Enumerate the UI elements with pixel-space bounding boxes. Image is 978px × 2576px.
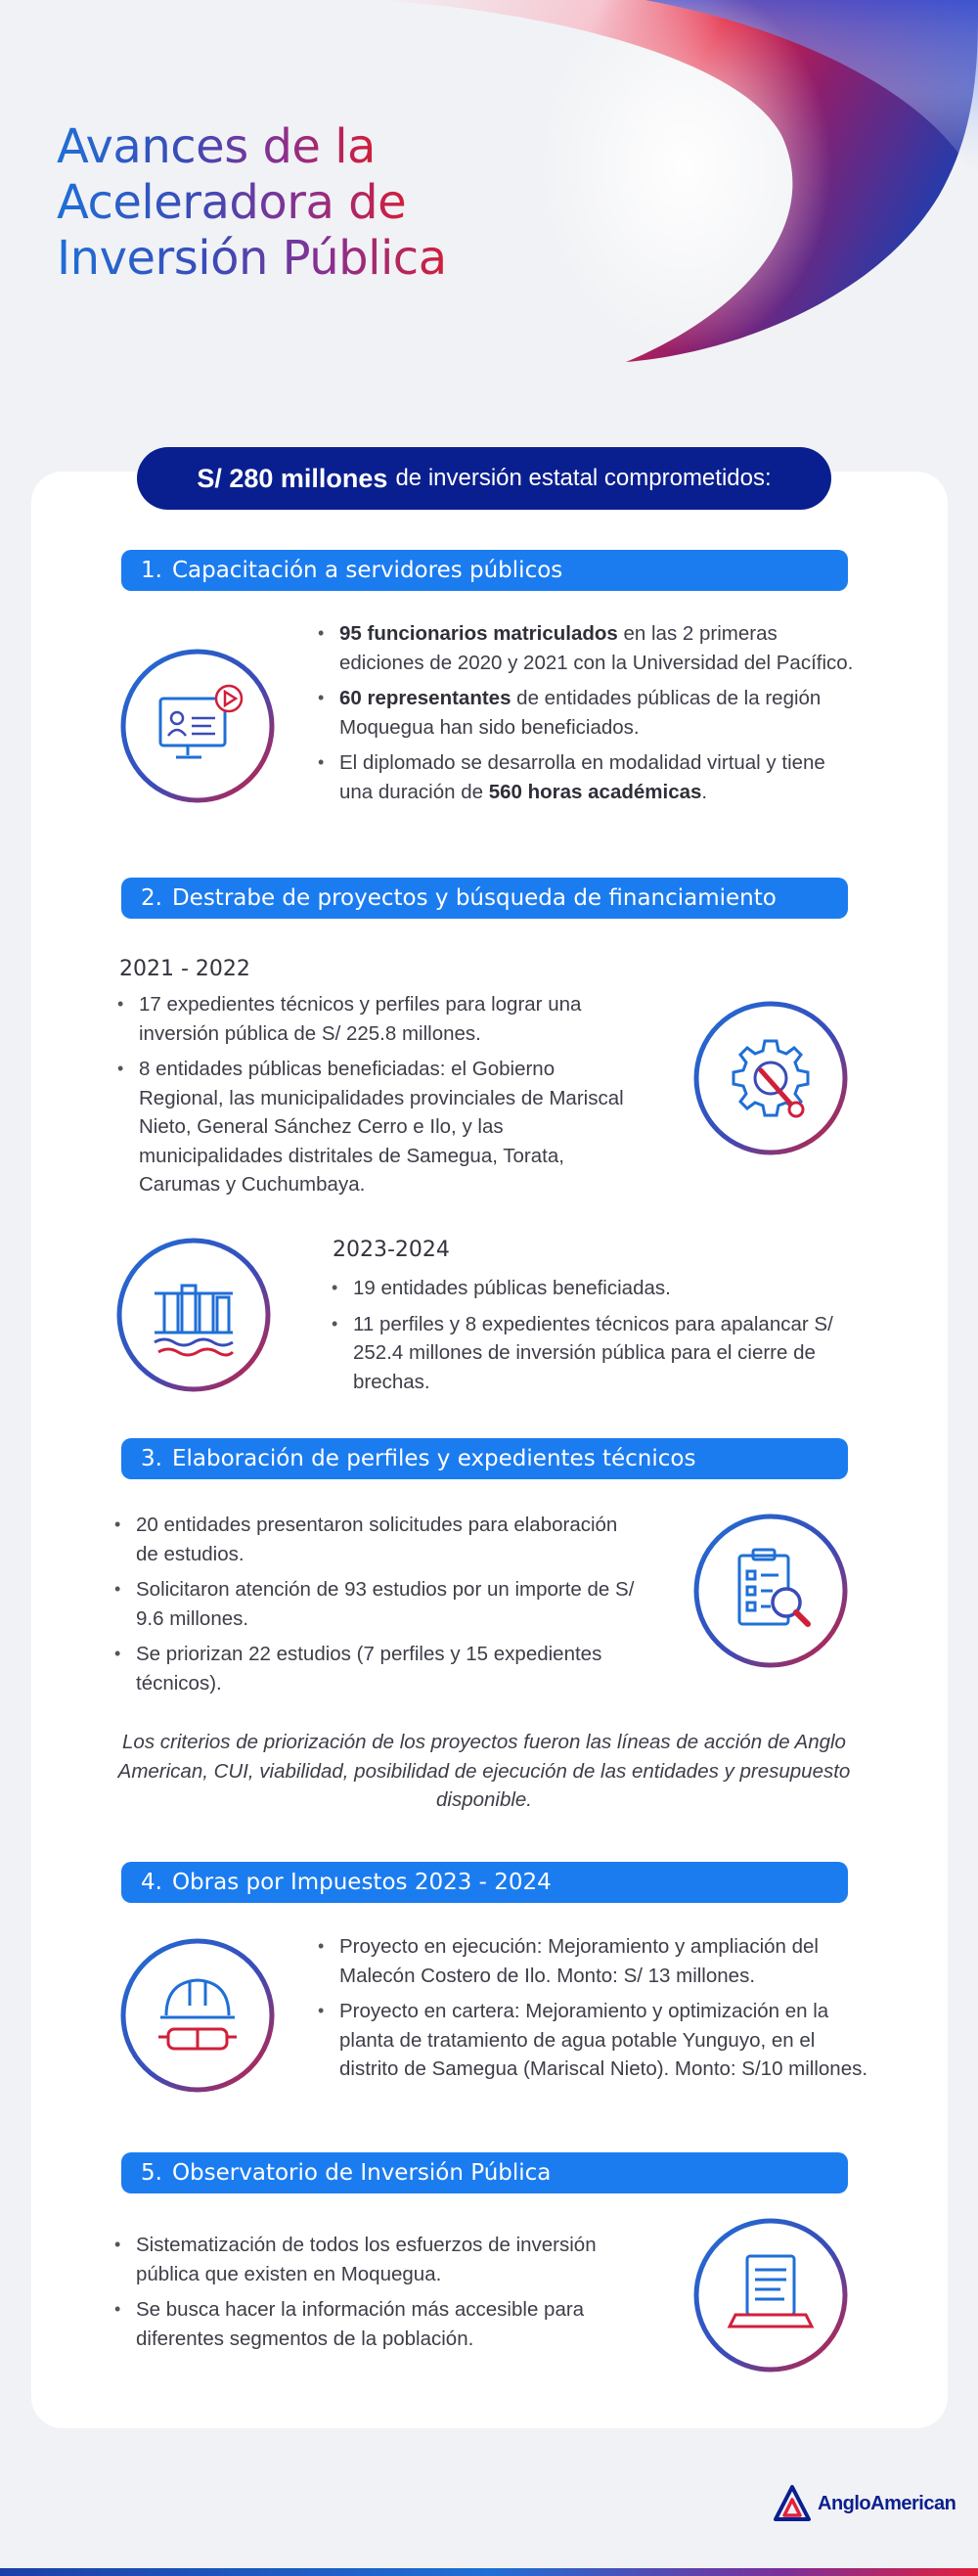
title-line: Inversión Pública bbox=[57, 231, 447, 286]
section-3-note: Los criterios de priorización de los proyectos fueron las líneas de acción de Anglo American, CUI, viabilidad, posibilidad de ejecución de las entidades y presupuesto disponible. bbox=[117, 1731, 851, 1811]
section-number: 1. bbox=[141, 558, 162, 583]
gear-wrench-icon bbox=[692, 1000, 849, 1156]
item-text: en las 2 primeras ediciones de 2020 y 2021 con la Universidad del Pacífico. bbox=[339, 622, 854, 674]
title-line: Avances de la bbox=[57, 119, 376, 174]
investment-amount: S/ 280 millones bbox=[197, 463, 388, 493]
anglo-american-logo-icon bbox=[773, 2484, 812, 2523]
list-item: • 20 entidades presentaron solicitudes para elaboración de estudios. bbox=[112, 1511, 641, 1568]
anglo-american-logo bbox=[773, 2483, 956, 2524]
hardhat-goggles-icon bbox=[119, 1937, 276, 2094]
laptop-report-icon bbox=[692, 2217, 849, 2373]
section-title: Destrabe de proyectos y búsqueda de financiamiento bbox=[171, 885, 777, 911]
dam-icon bbox=[115, 1237, 272, 1393]
section-title: Elaboración de perfiles y expedientes técnicos bbox=[171, 1446, 696, 1471]
investment-banner bbox=[137, 447, 831, 510]
section-3-list bbox=[112, 1511, 641, 1704]
list-item: • 19 entidades públicas beneficiadas. bbox=[330, 1274, 863, 1303]
section-2-header bbox=[121, 878, 848, 919]
bold-text: 560 horas académicas bbox=[488, 780, 702, 803]
section-number: 5. bbox=[141, 2160, 162, 2186]
section-number: 2. bbox=[141, 885, 162, 911]
section-1-header bbox=[121, 550, 848, 591]
section-number: 4. bbox=[141, 1870, 162, 1895]
section-5-header bbox=[121, 2152, 848, 2193]
list-item: • Solicitaron atención de 93 estudios por un importe de S/ 9.6 millones. bbox=[112, 1575, 641, 1633]
section-number: 3. bbox=[141, 1446, 162, 1471]
section-4-list bbox=[316, 1932, 868, 2091]
section-5-list bbox=[112, 2231, 645, 2360]
list-item: • 11 perfiles y 8 expedientes técnicos para apalancar S/ 252.4 millones de inversión pública para el cierre de brechas. bbox=[330, 1310, 863, 1397]
list-item: • 8 entidades públicas beneficiadas: el Gobierno Regional, las municipalidades provinciales de Mariscal Nieto, General Sánchez Cerro e Ilo, y las municipalidades distritales de Samegua, Torata, Carumas y Cuchumbaya. bbox=[115, 1055, 644, 1199]
list-item bbox=[316, 684, 859, 742]
list-item: • Sistematización de todos los esfuerzos de inversión pública que existen en Moquegua. bbox=[112, 2231, 645, 2288]
section-2a-list bbox=[115, 990, 644, 1206]
section-title: Obras por Impuestos 2023 - 2024 bbox=[171, 1870, 552, 1895]
investment-text: de inversión estatal comprometidos: bbox=[395, 465, 772, 491]
section-4-header bbox=[121, 1862, 848, 1903]
item-text: . bbox=[701, 780, 708, 803]
list-item: • Se priorizan 22 estudios (7 perfiles y 15 expedientes técnicos). bbox=[112, 1640, 641, 1697]
list-item bbox=[316, 748, 859, 806]
bottom-color-strip bbox=[0, 2568, 978, 2576]
title-line: Aceleradora de bbox=[57, 175, 407, 230]
computer-video-icon bbox=[119, 648, 276, 804]
period-year: 2021 - 2022 bbox=[119, 957, 250, 981]
page-title bbox=[57, 119, 447, 287]
period-year: 2023-2024 bbox=[333, 1238, 450, 1262]
list-item: • Se busca hacer la información más accesible para diferentes segmentos de la población. bbox=[112, 2295, 645, 2353]
item-text: de entidades públicas de la región Moquegua han sido beneficiados. bbox=[339, 687, 822, 739]
section-1-list bbox=[316, 619, 859, 813]
section-3-header bbox=[121, 1438, 848, 1479]
section-title: Capacitación a servidores públicos bbox=[171, 558, 563, 583]
list-item bbox=[316, 619, 859, 677]
item-text: El diplomado se desarrolla en modalidad virtual y tiene una duración de bbox=[339, 751, 825, 803]
list-item: • 17 expedientes técnicos y perfiles para lograr una inversión pública de S/ 225.8 millones. bbox=[115, 990, 644, 1048]
clipboard-search-icon bbox=[692, 1513, 849, 1669]
section-title: Observatorio de Inversión Pública bbox=[171, 2160, 552, 2186]
bold-text: 60 representantes bbox=[339, 687, 511, 709]
section-2b-list bbox=[330, 1274, 863, 1403]
list-item: • Proyecto en cartera: Mejoramiento y optimización en la planta de tratamiento de agua potable Yunguyo, en el distrito de Samegua (Mariscal Nieto). Monto: S/10 millones. bbox=[316, 1997, 868, 2084]
bold-text: 95 funcionarios matriculados bbox=[339, 622, 618, 645]
logo-text: AngloAmerican bbox=[818, 2492, 956, 2514]
list-item: • Proyecto en ejecución: Mejoramiento y ampliación del Malecón Costero de Ilo. Monto: S/ 13 millones. bbox=[316, 1932, 868, 1990]
